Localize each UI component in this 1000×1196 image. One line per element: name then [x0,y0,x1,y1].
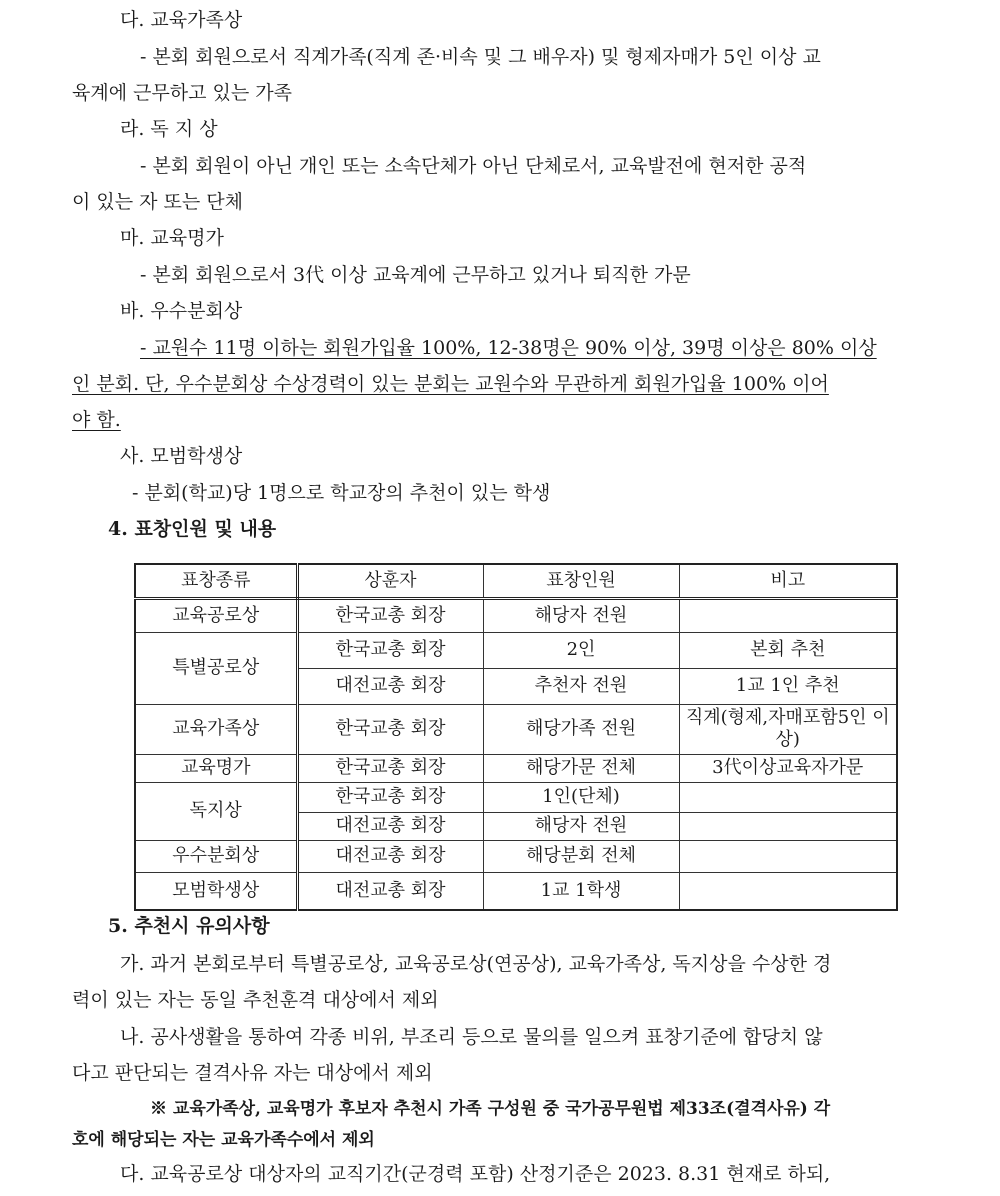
cell-count: 해당가족 전원 [483,704,679,754]
section-ra-text: - 본회 회원이 아닌 개인 또는 소속단체가 아닌 단체로서, 교육발전에 현저한 공적 [140,155,807,177]
heading-recommend-notes: 5. 추천시 유의사항 [108,915,270,937]
note-da: 다. 교육공로상 대상자의 교직기간(군경력 포함) 산정기준은 2023. 8.31 현재로 하되, [120,1163,831,1185]
cell-note [679,782,897,812]
section-ba-text: - 교원수 11명 이하는 회원가입율 100%, 12-38명은 90% 이상, 39명 이상은 80% 이상 [140,337,877,359]
cell-giver: 한국교총 회장 [297,782,483,812]
col-header-type: 표창종류 [135,564,297,598]
section-ma-title: 마. 교육명가 [120,227,224,249]
note-star-cont: 호에 해당되는 자는 교육가족수에서 제외 [72,1130,375,1150]
note-star: ※ 교육가족상, 교육명가 후보자 추천시 가족 구성원 중 국가공무원법 제33조(결격사유) 각 [150,1099,831,1119]
section-ra-title: 라. 독 지 상 [120,118,218,140]
cell-count: 추천자 전원 [483,668,679,704]
cell-giver: 대전교총 회장 [297,812,483,840]
award-table [134,563,898,911]
cell-note [679,872,897,910]
cell-count: 해당분회 전체 [483,840,679,872]
cell-note: 본회 추천 [679,632,897,668]
cell-note: 직계(형제,자매포함5인 이상) [679,704,897,754]
section-ba-text-cont: 인 분회. 단, 우수분회상 수상경력이 있는 분회는 교원수와 무관하게 회원가입율 100% 이어 [72,373,829,395]
note-na: 나. 공사생활을 통하여 각종 비위, 부조리 등으로 물의를 일으켜 표창기준에 합당치 않 [120,1026,823,1048]
section-sa-title: 사. 모범학생상 [120,445,243,467]
section-da-title: 다. 교육가족상 [120,9,243,31]
cell-giver: 대전교총 회장 [297,668,483,704]
table-row [135,704,897,754]
cell-count: 해당가문 전체 [483,754,679,782]
cell-count: 2인 [483,632,679,668]
cell-type: 독지상 [135,782,297,840]
table-row [135,754,897,782]
section-ba-title: 바. 우수분회상 [120,300,243,322]
cell-type: 교육가족상 [135,704,297,754]
cell-note: 1교 1인 추천 [679,668,897,704]
cell-count: 1교 1학생 [483,872,679,910]
note-ga: 가. 과거 본회로부터 특별공로상, 교육공로상(연공상), 교육가족상, 독지상을 수상한 경 [120,953,832,975]
section-ba-text-end: 야 함. [72,409,121,431]
table-header-row [135,564,897,598]
section-da-text: - 본회 회원으로서 직계가족(직계 존·비속 및 그 배우자) 및 형제자매가 5인 이상 교 [140,46,821,68]
cell-giver: 대전교총 회장 [297,840,483,872]
table-row [135,872,897,910]
heading-award-count: 4. 표창인원 및 내용 [108,518,277,540]
cell-note: 3代이상교육자가문 [679,754,897,782]
note-na-cont: 다고 판단되는 결격사유 자는 대상에서 제외 [72,1062,433,1084]
col-header-giver: 상훈자 [297,564,483,598]
cell-count: 1인(단체) [483,782,679,812]
table-row [135,598,897,632]
cell-note [679,598,897,632]
section-ra-text-cont: 이 있는 자 또는 단체 [72,191,243,213]
cell-count: 해당자 전원 [483,598,679,632]
note-ga-cont: 력이 있는 자는 동일 추천훈격 대상에서 제외 [72,989,439,1011]
section-da-text-cont: 육계에 근무하고 있는 가족 [72,82,293,104]
col-header-count: 표창인원 [483,564,679,598]
table-row [135,782,897,812]
cell-note [679,840,897,872]
table-row [135,632,897,668]
cell-type: 교육공로상 [135,598,297,632]
cell-giver: 한국교총 회장 [297,754,483,782]
cell-count: 해당자 전원 [483,812,679,840]
section-ma-text: - 본회 회원으로서 3代 이상 교육계에 근무하고 있거나 퇴직한 가문 [140,264,691,286]
cell-type: 특별공로상 [135,632,297,704]
cell-giver: 한국교총 회장 [297,632,483,668]
col-header-note: 비고 [679,564,897,598]
cell-type: 교육명가 [135,754,297,782]
table-row [135,840,897,872]
cell-note [679,812,897,840]
cell-giver: 한국교총 회장 [297,598,483,632]
cell-giver: 한국교총 회장 [297,704,483,754]
cell-type: 우수분회상 [135,840,297,872]
cell-giver: 대전교총 회장 [297,872,483,910]
cell-type: 모범학생상 [135,872,297,910]
section-sa-text: - 분회(학교)당 1명으로 학교장의 추천이 있는 학생 [132,482,551,504]
